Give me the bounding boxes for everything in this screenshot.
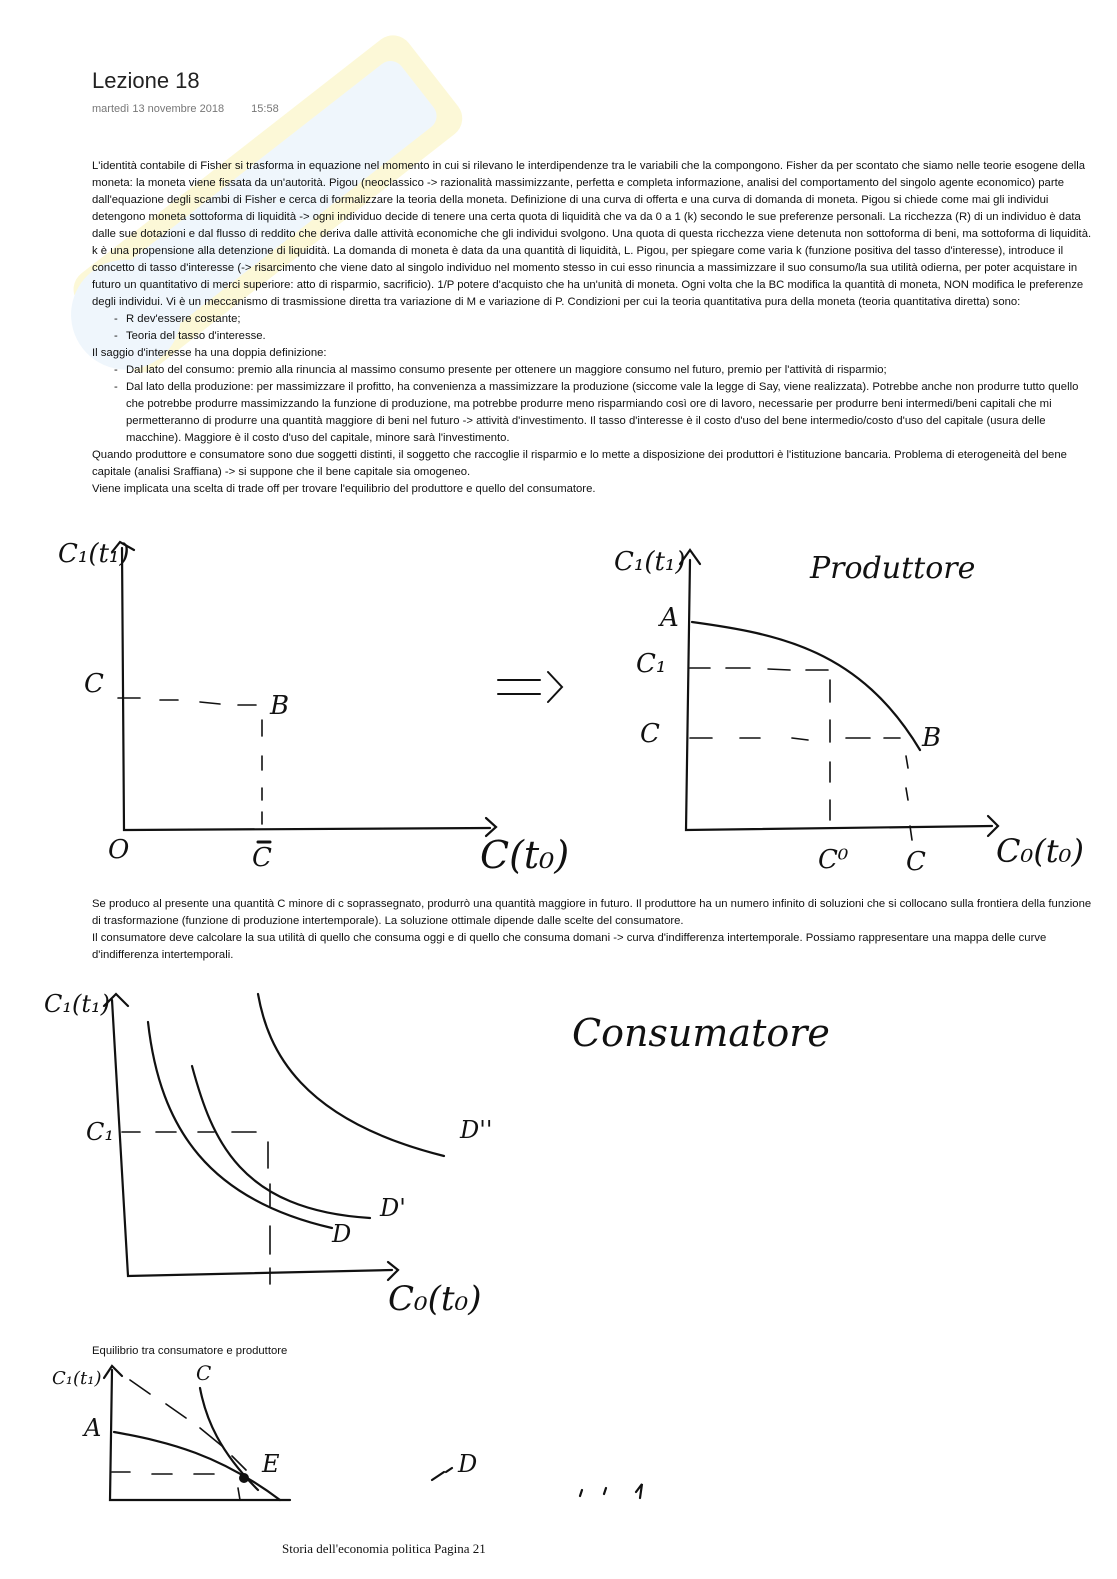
equilibrium-caption: Equilibrio tra consumatore e produttore — [92, 1345, 288, 1357]
point-a-label: A — [84, 1414, 102, 1442]
x-axis-label: C₀(t₀) — [388, 1279, 482, 1319]
curve-d-double-prime-label: D'' — [460, 1116, 493, 1144]
curve-d-prime-label: D' — [380, 1194, 406, 1222]
c1-label: C₁ — [636, 649, 667, 679]
list-item: - Dal lato della produzione: per massimizzare il profitto, ha convenienza a massimizzare la produzione (siccome vale la legge di Say, viene realizzata). Potrebbe anche non produrre tutto quello che potrebbe produrre massimizzando la funzione di produzione, ma potrebbe produrre meno risparmiando così ore di lavoro, necessarie per produrre beni intermedi/beni capitali che mi permetteranno di produrre una quantità maggiore di beni nel futuro -> attività d'investimento. Il tasso d'interesse è il costo d'uso del bene intermedio/costo d'uso del capitale (usura delle macchine). Maggiore è il costo d'uso del capitale, minore sarà l'investimento. — [126, 379, 1092, 447]
main-text — [92, 158, 1092, 498]
point-a-label: A — [660, 603, 679, 633]
x-axis-label: C₀(t₀) — [996, 832, 1084, 870]
y-axis-label: C₁(t₁) — [58, 539, 130, 569]
c-bar-x-label: C — [906, 847, 926, 877]
c-bar-x-label: C — [252, 843, 272, 873]
producer-text — [92, 896, 1092, 964]
c0-label: C⁰ — [818, 845, 849, 875]
list-item: - Dal lato del consumo: premio alla rinuncia al massimo consumo presente per ottenere un maggiore consumo nel futuro, premio per l'attività di risparmio; — [126, 362, 1092, 379]
curve-d-label: D — [332, 1220, 352, 1248]
consumer-label: Consumatore — [572, 1011, 830, 1055]
note-time: 15:58 — [251, 103, 279, 115]
paragraph-producer: Se produco al presente una quantità C minore di c soprassegnato, produrrò una quantità maggiore in futuro. Il produttore ha un numero infinito di soluzioni che si collocano sulla frontiera della funzione di trasformazione (funzione di produzione intertemporale). La soluzione ottimale dipende dalle scelte del consumatore. — [92, 898, 1092, 927]
page-footer: Storia dell'economia politica Pagina 21 — [282, 1541, 486, 1556]
point-b-label: B — [922, 723, 942, 753]
producer-label: Produttore — [810, 551, 976, 586]
paragraph-consumer: Il consumatore deve calcolare la sua utilità di quello che consuma oggi e di quello che consuma domani -> curva d'indifferenza intertemporale. Possiamo rappresentare una mappa delle curve d'indifferenza intertemporali. — [92, 932, 1047, 961]
point-c-label: C — [196, 1361, 212, 1385]
list-item: - Teoria del tasso d'interesse. — [126, 328, 1092, 345]
note-title: Lezione 18 — [92, 68, 200, 93]
list-item: - R dev'essere costante; — [126, 311, 1092, 328]
note-meta — [92, 103, 279, 115]
point-d-label: D — [458, 1450, 478, 1478]
paragraph-banks: Quando produttore e consumatore sono due soggetti distinti, il soggetto che raccoglie il risparmio e lo mette a disposizione dei produttori è l'istituzione bancaria. Problema di eterogeneità del bene capitale (analisi Sraffiana) -> si suppone che il bene capitale sia omogeneo. — [92, 449, 1067, 478]
paragraph-pigou: L'identità contabile di Fisher si trasforma in equazione nel momento in cui si rilevano le interdipendenze tra le variabili che la compongono. Fisher da per scontato che siamo nelle teorie esogene della moneta: la moneta viene fissata da un'autorità. Pigou (neoclassico -> razionalità massimizzante, perfetta e completa informazione, analisi del comportamento del singolo agente economico) parte dall'equazione degli scambi di Fisher e cerca di formalizzare la teoria della moneta. Definizione di una curva di offerta e una curva di domanda di moneta. Pigou si chiede come mai gli individui detengono moneta sottoforma di liquidità -> ogni individuo decide di tenere una certa quota di liquidità che va da 0 a 1 (k) secondo le sue preferenze personali. La ricchezza (R) di un individuo è data dalle sue dotazioni e dal flusso di reddito che deriva dalle attività economiche che gli individui svolgono. Una quota di questa ricchezza viene detenuta non sottoforma di beni, ma sottoforma di liquidità. k è una propensione alla detenzione di liquidità. La domanda di moneta è data da una quantità di liquidità, L. Pigou, per spiegare come varia k (funzione positiva del tasso d'interesse), introduce il concetto di tasso d'interesse (-> risarcimento che viene dato al singolo individuo nel momento stesso in cui esso rinuncia a massimizzare il suo consumo/la sua utilità odierna, per poter acquistare in futuro un quantitativo di merci superiore: atto di risparmio, sacrificio). 1/P potere d'acquisto che ha un'unità di moneta. Ogni volta che la BC modifica la quantità di moneta, NON modifica le preferenze degli individui. Vi è un meccanismo di trasmissione diretta tra variazione di M e variazione di P. Condizioni per cui la teoria quantitativa pura della moneta (teoria quantitativa diretta) sono: — [92, 160, 1092, 308]
point-b-label: B — [270, 691, 290, 721]
equilibrium-sketch — [0, 1360, 1117, 1510]
y-axis-label: C₁(t₁) — [52, 1368, 102, 1389]
producer-sketches — [0, 530, 1117, 890]
paragraph-tradeoff: Viene implicata una scelta di trade off per trovare l'equilibrio del produttore e quello del consumatore. — [92, 483, 596, 495]
c-bar-y-label: C — [640, 719, 660, 749]
consumer-sketch — [0, 970, 1117, 1320]
c-bar-y-label: C — [84, 669, 104, 699]
note-date: martedì 13 novembre 2018 — [92, 103, 225, 115]
x-axis-label: C(t₀) — [480, 833, 570, 877]
interest-intro: Il saggio d'interesse ha una doppia definizione: — [92, 347, 327, 359]
y-axis-label: C₁(t₁) — [614, 547, 686, 577]
interest-definitions-list — [92, 362, 1092, 447]
conditions-list — [92, 311, 1092, 345]
y-axis-label: C₁(t₁) — [44, 990, 110, 1018]
c1-label: C₁ — [86, 1118, 114, 1146]
point-e-label: E — [262, 1450, 280, 1478]
origin-label: O — [108, 835, 130, 865]
